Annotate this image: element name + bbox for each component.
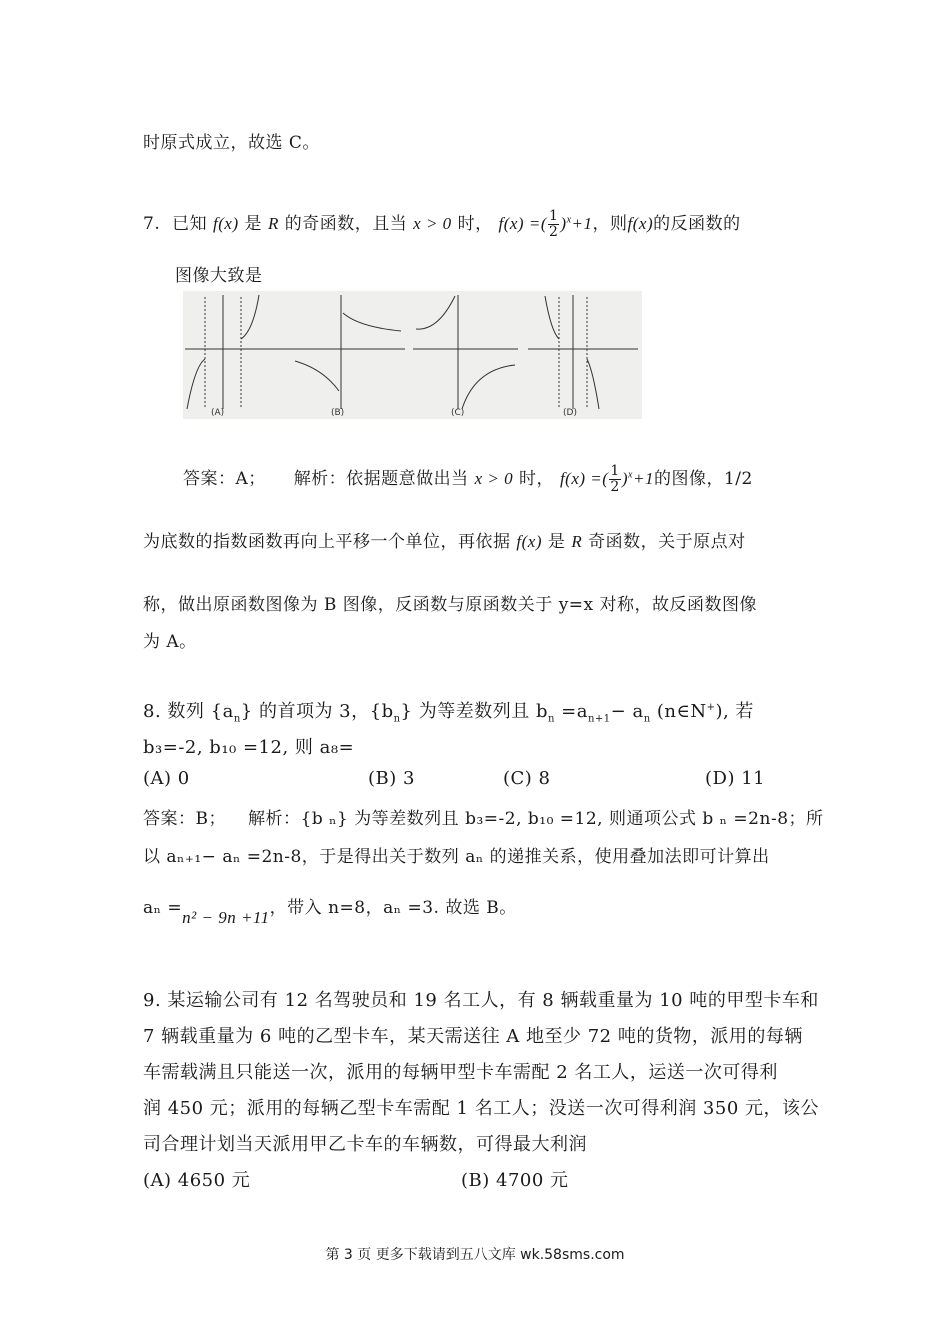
q8-option-a: (A) 0 <box>143 768 190 789</box>
figure-label-d: (D) <box>563 408 577 418</box>
q7-answer-line-4: 为 A。 <box>143 632 197 652</box>
figure-label-c: (C) <box>451 408 465 418</box>
q8-answer-line-3: aₙ =n² − 9n +11，带入 n=8，aₙ =3. 故选 B。 <box>143 898 517 927</box>
q8-option-d: (D) 11 <box>705 768 766 789</box>
q8-answer-line-1: 答案：B； 解析：{b ₙ} 为等差数列且 b₃=-2, b₁₀ =12, 则通项公式 b ₙ =2n-8；所 <box>143 809 824 829</box>
q8-answer-line-2: 以 aₙ₊₁− aₙ =2n-8，于是得出关于数列 aₙ 的递推关系，使用叠加法即可计算出 <box>143 847 770 867</box>
graph-options-figure <box>183 291 642 419</box>
figure-label-b: (B) <box>331 408 345 418</box>
question-7-line-2: 图像大致是 <box>175 266 263 286</box>
q8-option-b: (B) 3 <box>368 768 415 789</box>
question-9-line-2: 7 辆载重量为 6 吨的乙型卡车，某天需送往 A 地至少 72 吨的货物，派用的每辆 <box>143 1026 803 1047</box>
q9-option-b: (B) 4700 元 <box>461 1170 569 1191</box>
question-9-line-4: 润 450 元；派用的每辆乙型卡车需配 1 名工人；没送一次可得利润 350 元，该公 <box>143 1098 819 1119</box>
question-8-line-1: 8. 数列 $\{a_n\}$ 的首项为 3，$\{b_n\}$ 为等差数列且 $b_n =a_{n+1}- a_n$ (n∈N+), 若 <box>143 701 754 725</box>
question-9-line-3: 车需载满且只能送一次，派用的每辆甲型卡车需配 2 名工人，运送一次可得利 <box>143 1062 778 1083</box>
q7-answer-line-2: 为底数的指数函数再向上平移一个单位，再依据 f(x) 是 R 奇函数，关于原点对 <box>143 532 746 552</box>
figure-label-a: (A) <box>211 408 225 418</box>
question-9-line-5: 司合理计划当天派用甲乙卡车的车辆数，可得最大利润 <box>143 1134 587 1155</box>
question-7-line-1: 7. 已知 f(x) 是 R 的奇函数，且当 x > 0 时， f(x) =( $\frac{1}{2}$ )$^x$+1，则f(x)的反函数的 <box>143 208 741 240</box>
page-footer: 第 3 页 更多下载请到五八文库 wk.58sms.com <box>325 1247 625 1263</box>
question-9-line-1: 9. 某运输公司有 12 名驾驶员和 19 名工人，有 8 辆载重量为 10 吨的甲型卡车和 <box>143 990 819 1011</box>
q7-answer-line-1: 答案：A； 解析：依据题意做出当 x > 0 时， f(x) =( $\frac{1}{2}$ )$^x$+1的图像，1/2 <box>183 463 753 495</box>
question-number: 7. <box>143 214 161 234</box>
question-8-line-2: b₃=-2, b₁₀ =12, 则 a₈= <box>143 737 355 758</box>
q7-answer-line-3: 称，做出原函数图像为 B 图像，反函数与原函数关于 y=x 对称，故反函数图像 <box>143 595 758 615</box>
q8-option-c: (C) 8 <box>503 768 551 789</box>
q9-option-a: (A) 4650 元 <box>143 1170 251 1191</box>
graph-options-svg <box>183 291 642 419</box>
previous-answer-line: 时原式成立，故选 C。 <box>143 133 320 153</box>
fraction-one-half: $\frac{1}{2}$ <box>548 208 559 240</box>
